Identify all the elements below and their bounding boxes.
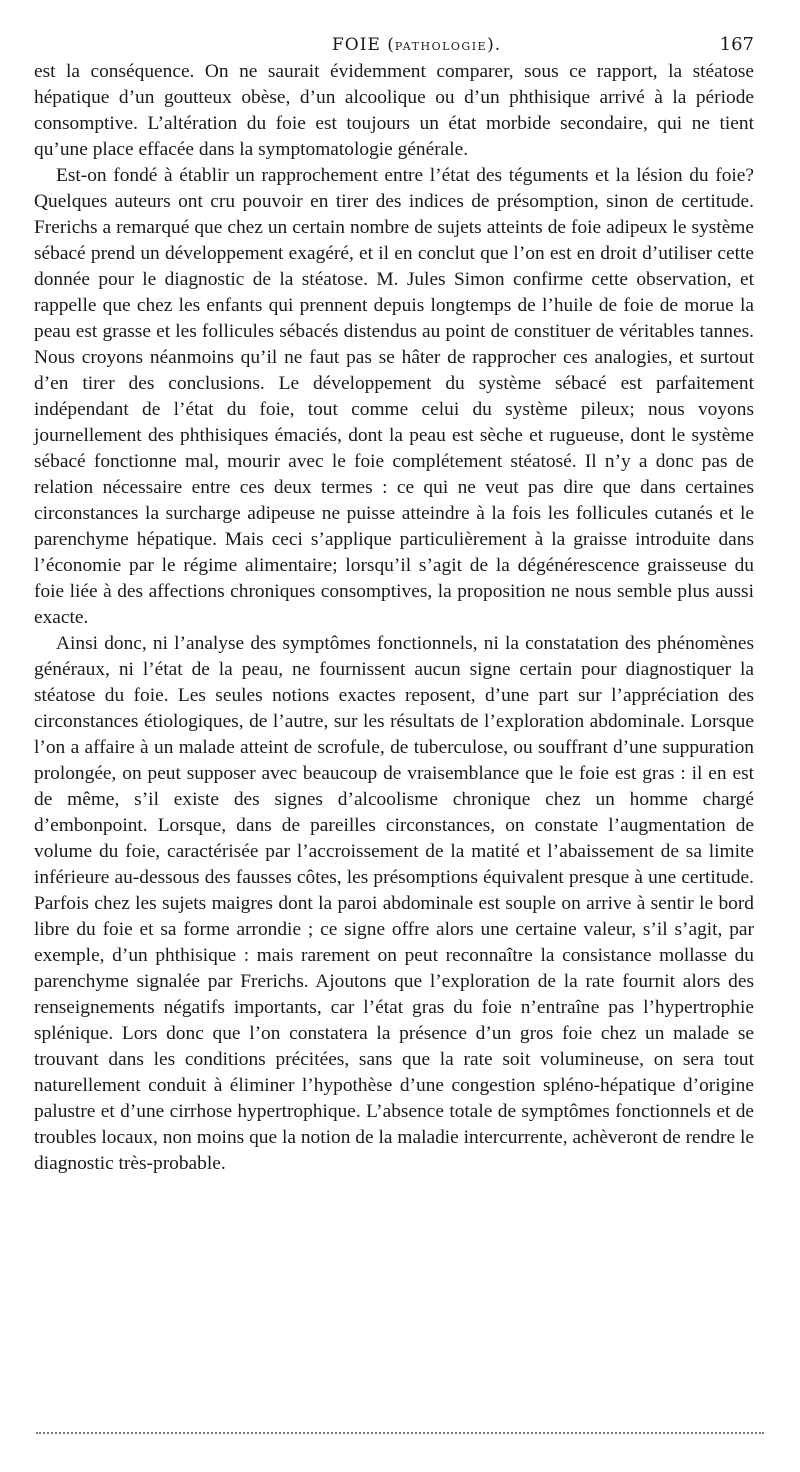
running-title-open-paren: (: [387, 35, 395, 55]
footer-dotted-rule: [36, 1432, 764, 1434]
running-title-close-paren: ).: [487, 35, 502, 55]
running-head: [32, 30, 768, 60]
body-text: [34, 59, 754, 1177]
running-title: [332, 30, 501, 62]
running-title-subtitle: PATHOLOGIE: [394, 40, 488, 53]
page-number: 167: [719, 34, 754, 55]
paragraph-diagnostic: Ainsi donc, ni l’analyse des symptômes fonctionnels, ni la constatation des phénomènes généraux, ni l’état de la peau, ne fournissent aucun signe certain pour diagnostiquer la stéatose du foie. Les seules notions exactes reposent, d’une part sur l’appréciation des circonstances étiologiques, de l’autre, sur les résultats de l’exploration abdominale. Lorsque l’on a affaire à un malade atteint de scrofule, de tuberculose, ou souffrant d’une suppuration prolongée, on peut supposer avec beaucoup de vraisemblance que le foie est gras : il en est de même, s’il existe des signes d’alcoolisme chronique chez un homme chargé d’embonpoint. Lorsque, dans de pareilles circonstances, on constate l’augmentation de volume du foie, caractérisée par l’accroissement de la matité et l’abaissement de sa limite inférieure au-dessous des fausses côtes, les présomptions équivalent presque à une certitude. Parfois chez les sujets maigres dont la paroi abdominale est souple on arrive à sentir le bord libre du foie et sa forme arrondie ; ce signe offre alors une certaine valeur, s’il s’agit, par exemple, d’un phthisique : mais rarement on peut reconnaître la consistance mollasse du parenchyme signalée par Frerichs. Ajoutons que l’exploration de la rate fournit alors des renseignements négatifs importants, car l’état gras du foie n’entraîne pas l’hypertrophie splénique. Lors donc que l’on constatera la présence d’un gros foie chez un malade se trouvant dans les conditions précitées, sans que la rate soit volumineuse, on sera tout naturellement conduit à éliminer l’hypothèse d’une congestion spléno-hépatique d’origine palustre et d’une cirrhose hypertrophique. L’absence totale de symptômes fonctionnels et de troubles locaux, non moins que la notion de la maladie intercurrente, achèveront de rendre le diagnostic très-probable.: [34, 633, 754, 1174]
running-title-main: FOIE: [332, 35, 381, 55]
paragraph-teguments: Est-on fondé à établir un rapprochement entre l’état des téguments et la lésion du foie? Quelques auteurs ont cru pouvoir en tirer des indices de présomption, sinon de certitude. Frerichs a remarqué que chez un certain nombre de sujets atteints de foie adipeux le système sébacé prend un développement exagéré, et il en conclut que l’on est en droit d’utiliser cette donnée pour le diagnostic de la stéatose. M. Jules Simon confirme cette observation, et rappelle que chez les enfants qui prennent depuis longtemps de l’huile de foie de morue la peau est grasse et les follicules sébacés distendus au point de constituer de véritables tannes. Nous croyons néanmoins qu’il ne faut pas se hâter de rapprocher ces analogies, et surtout d’en tirer des conclusions. Le développement du système sébacé est parfaitement indépendant de l’état du foie, tout comme celui du système pileux; nous voyons journellement des phthisiques émaciés, dont la peau est sèche et rugueuse, dont le système sébacé fonctionne mal, mourir avec le foie complétement stéatosé. Il n’y a donc pas de relation nécessaire entre ces deux termes : ce qui ne veut pas dire que dans certaines circonstances la surcharge adipeuse ne puisse atteindre à la fois les follicules cutanés et le parenchyme hépatique. Mais ceci s’applique particulièrement à la graisse introduite dans l’économie par le régime alimentaire; lorsqu’il s’agit de la dégénérescence graisseuse du foie liée à des affections chroniques consomptives, la proposition ne nous semble plus aussi exacte.: [34, 165, 754, 628]
paragraph-continuation: est la conséquence. On ne saurait évidemment comparer, sous ce rapport, la stéatose hépatique d’un goutteux obèse, d’un alcoolique ou d’un phthisique arrivé à la période consomptive. L’altération du foie est toujours un état morbide secondaire, qui ne tient qu’une place effacée dans la symptomatologie générale.: [34, 61, 754, 160]
